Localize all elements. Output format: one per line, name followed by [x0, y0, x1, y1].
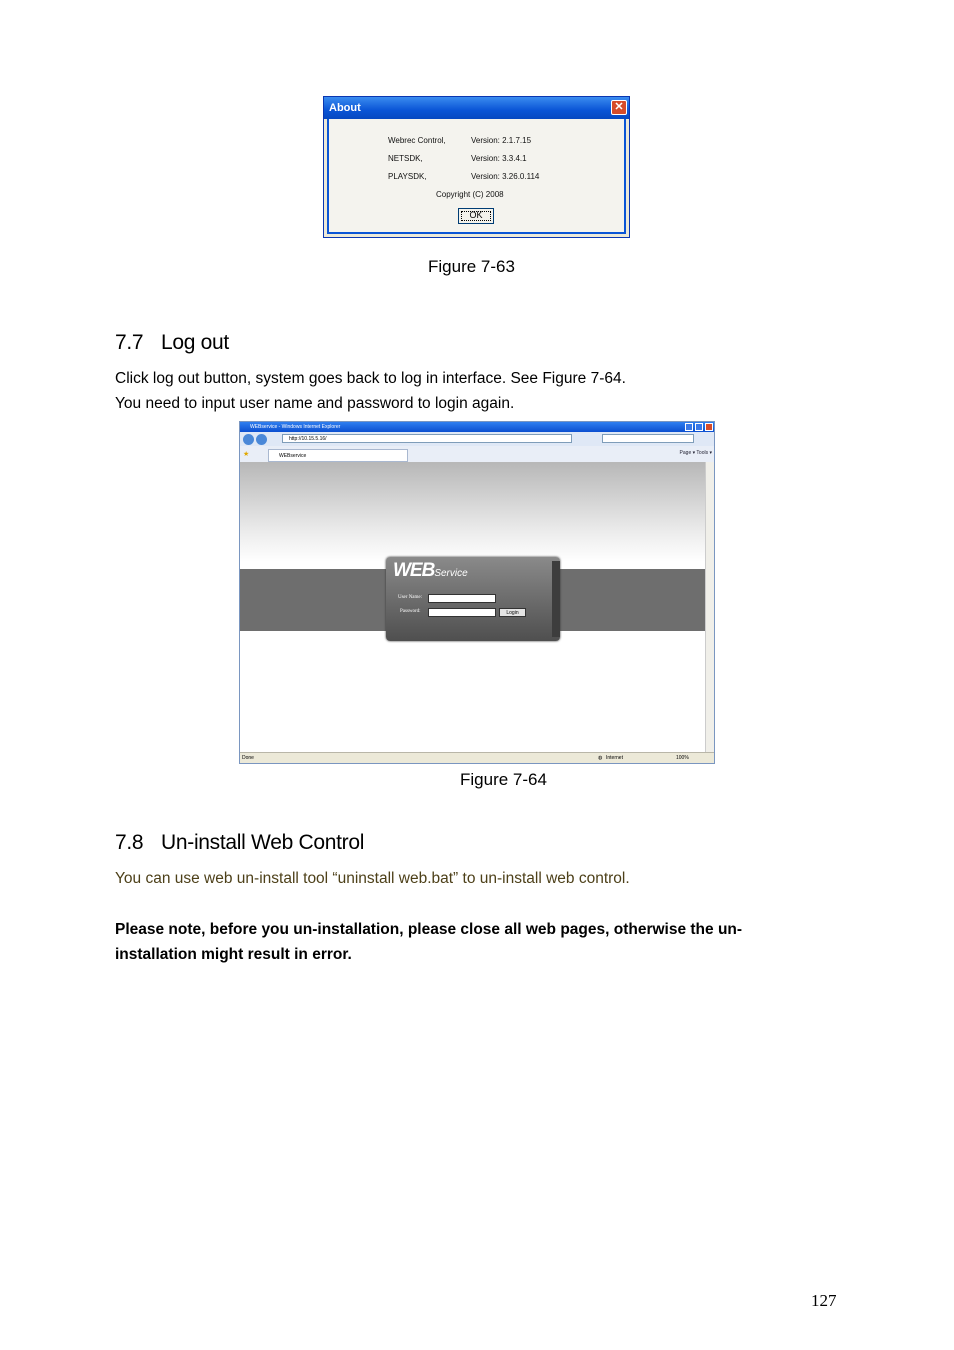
minimize-icon[interactable] — [685, 423, 693, 431]
close-icon[interactable] — [705, 423, 713, 431]
panel-edge — [552, 561, 560, 637]
section-heading-uninstall — [115, 831, 364, 855]
internet-zone-icon: ◍ — [598, 755, 603, 761]
maximize-icon[interactable] — [695, 423, 703, 431]
component-version-netsdk: Version: 3.3.4.1 — [471, 154, 527, 163]
section-number: 7.8 — [115, 831, 144, 854]
status-zone: Internet — [606, 755, 623, 761]
tab-bar — [240, 446, 714, 463]
forward-icon[interactable] — [256, 434, 267, 445]
about-dialog-title: About — [324, 97, 629, 119]
url-input[interactable]: http://10.15.5.16/ — [282, 434, 572, 443]
note-line-1: Please note, before you un-installation, please close all web pages, otherwise the un- — [115, 921, 743, 938]
browser-screenshot — [239, 421, 715, 764]
favorites-star-icon[interactable]: ★ — [243, 451, 250, 458]
paragraph-log-out-1: Click log out button, system goes back to log in interface. See Figure 7-64. — [115, 370, 626, 387]
section-title: Log out — [161, 331, 229, 354]
component-version-webrec: Version: 2.1.7.15 — [471, 136, 532, 145]
paragraph-uninstall: You can use web un-install tool “uninstall web.bat” to un-install web control. — [115, 870, 630, 887]
address-bar — [240, 432, 714, 446]
password-input[interactable] — [428, 608, 496, 617]
vertical-scrollbar[interactable] — [705, 462, 714, 754]
page-content — [240, 462, 707, 754]
component-version-playsdk: Version: 3.26.0.114 — [471, 172, 540, 181]
ok-button[interactable]: OK — [458, 208, 494, 224]
figure-caption-64: Figure 7-64 — [460, 770, 547, 789]
password-label: Password: — [400, 609, 421, 614]
back-icon[interactable] — [243, 434, 254, 445]
copyright-text: Copyright (C) 2008 — [436, 190, 504, 199]
component-name-playsdk: PLAYSDK, — [388, 172, 427, 181]
component-name-netsdk: NETSDK, — [388, 154, 423, 163]
paragraph-log-out-2: You need to input user name and password to login again. — [115, 395, 515, 412]
login-panel — [386, 557, 560, 641]
note-line-2: installation might result in error. — [115, 946, 352, 963]
web-service-logo — [393, 560, 468, 582]
user-name-label: User Name: — [398, 595, 423, 600]
section-heading-log-out — [115, 331, 229, 355]
about-dialog — [323, 96, 630, 238]
close-icon[interactable]: ✕ — [611, 100, 627, 115]
toolbar-page-tools[interactable]: Page ▾ Tools ▾ — [679, 450, 712, 456]
login-button[interactable]: Login — [499, 608, 526, 617]
browser-title-bar: WEBservice - Windows Internet Explorer — [240, 422, 714, 432]
status-text: Done — [242, 755, 254, 761]
logo-sub: Service — [434, 568, 468, 579]
component-name-webrec: Webrec Control, — [388, 136, 446, 145]
section-title: Un-install Web Control — [161, 831, 365, 854]
zoom-level[interactable]: 100% — [676, 755, 689, 761]
user-name-input[interactable] — [428, 594, 496, 603]
search-input[interactable] — [602, 434, 694, 443]
page-number: 127 — [811, 1291, 837, 1310]
logo-main: WEB — [393, 560, 435, 581]
tab-webservice[interactable]: WEBservice — [268, 449, 408, 462]
status-bar — [240, 752, 714, 763]
section-number: 7.7 — [115, 331, 144, 354]
figure-caption-63: Figure 7-63 — [428, 257, 515, 276]
